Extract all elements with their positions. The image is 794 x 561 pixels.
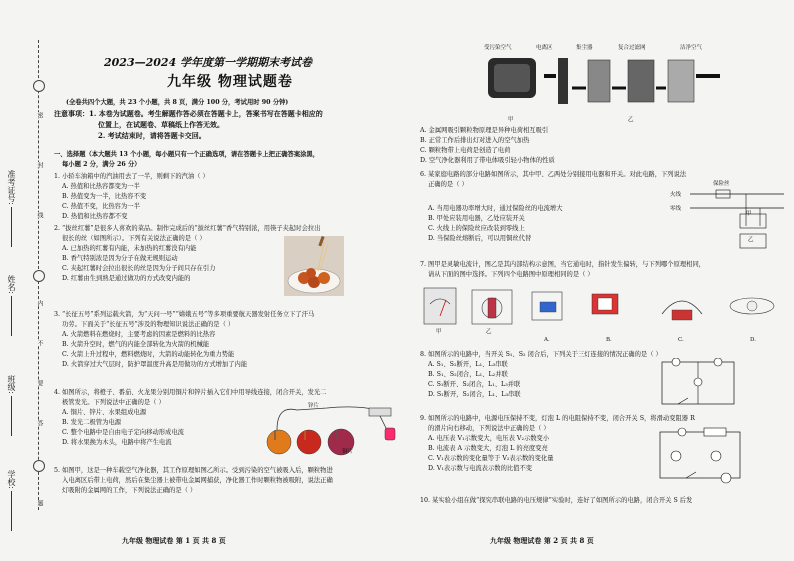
binding-hole <box>33 270 45 282</box>
page-footer: 九年级 物理试卷 第 2 页 共 8 页 <box>490 536 594 545</box>
binding-margin <box>0 0 50 561</box>
q3-option[interactable]: C. 火箭上升过程中，燃料燃烧时，大箭的动能转化为重力势能 <box>62 351 235 358</box>
q6-option[interactable]: A. 当用电器功率增大时，通过保险丝的电流增大 <box>428 205 563 212</box>
binding-hole <box>33 80 45 92</box>
q8-option[interactable]: C. S₁断开、S₂闭合，L₁、L₃并联 <box>428 381 521 388</box>
notice-2: 2. 考试结束时，请将答题卡交回。 <box>98 131 206 140</box>
binding-hole <box>33 460 45 472</box>
q5-stem: 5. 如图甲，这是一种车载空气净化器，其工作原理如图乙所示。受到污染的空气被吸入后，颗粒物进 <box>54 467 333 474</box>
q3-stem-2: 功劳。下面关于“长征五号”涉及的物理知识说法正确的是（ ） <box>62 321 235 328</box>
q1-option[interactable]: A. 热值和比热容都变为一半 <box>62 183 140 190</box>
seal-char: 封 <box>36 162 43 168</box>
subject-title: 九年级 物理试题卷 <box>167 74 293 90</box>
q4-stem: 4. 如图所示，将橙子、番茄、火龙果分别用铜片和锌片插入它们中用导线连接，闭合开关，发光二 <box>54 389 327 396</box>
jia-label: 甲 <box>746 211 752 217</box>
q6-stem-2: 正确的是（ ） <box>428 181 468 188</box>
fig-label: 乙 <box>486 329 492 335</box>
name-field[interactable]: 姓名: <box>6 275 17 336</box>
rheostat-circuit <box>656 426 746 484</box>
q4-option[interactable]: B. 发光二极管为电源 <box>62 419 122 426</box>
q1-stem: 1. 小轿车油箱中的汽油用去了一半，则剩下的汽油（ ） <box>54 173 209 180</box>
exam-meta: (全卷共四个大题，共 23 个小题，共 8 页，满分 100 分，考试用时 90 分钟) <box>66 99 289 106</box>
q4-option[interactable]: C. 整个电路中是自由电子定向移动形成电流 <box>62 429 184 436</box>
fig-label: B. <box>606 337 612 343</box>
fig-label: 集尘器 <box>576 45 593 51</box>
q7-stem-2: 请从下面的图中选择。下列四个电路图中原理相同的是（ ） <box>428 271 594 278</box>
fig-label: 甲 <box>508 117 514 123</box>
q4-stem-2: 极管发光。下列说法中正确的是（ ） <box>62 399 165 406</box>
school-field[interactable]: 学校: <box>6 470 17 531</box>
q6-option[interactable]: C. 火线上的保险丝应改装到零线上 <box>428 225 525 232</box>
q9-stem: 9. 如图所示的电路中，电源电压保持不变，灯泡 L 的电阻保持不变，闭合开关 S，将滑动变阻器 R <box>420 415 695 422</box>
q3-option[interactable]: A. 火箭燃料在燃烧时，主要考虑的因素是燃料的比热容 <box>62 331 216 338</box>
seal-char: 题 <box>36 500 43 506</box>
yi-label: 乙 <box>748 237 754 243</box>
q3-option[interactable]: B. 火箭升空时，燃气的内能全部转化为火箭的机械能 <box>62 341 210 348</box>
class-field[interactable]: 班级: <box>6 375 17 436</box>
fig-label: A. <box>544 337 550 343</box>
q3-stem: 3. “长征五号”系列运载火箭，为“天问一号”“嫦娥五号”等多项重要航天器发射任务立下了汗马 <box>54 311 315 318</box>
q5-stem-3: 灯吸附的金属网的工作，下列说法正确的是（ ） <box>62 487 197 494</box>
copper-label: 铜片 <box>342 449 354 455</box>
fuse-label: 保险丝 <box>713 181 730 187</box>
q5-option[interactable]: C. 颗粒物带上电荷是创造了电荷 <box>420 147 511 154</box>
q8-option[interactable]: B. S₁、S₂闭合，L₁、L₂并联 <box>428 371 508 378</box>
three-lamp-circuit <box>658 358 738 408</box>
term-title: 2023—2024 学年度第一学期期末考试卷 <box>104 56 313 69</box>
q5-option[interactable]: D. 空气净化器利用了带电体吸引轻小物体的性质 <box>420 157 555 164</box>
fig-label: D. <box>750 337 756 343</box>
q7-stem: 7. 图甲是灵敏电流计，图乙是其内部结构示意图，当它通电时，指针发生偏转，与下列哪个原理相同， <box>420 261 706 268</box>
fruit-battery-figure <box>257 400 402 460</box>
neutral-wire-label: 零线 <box>670 206 682 212</box>
seal-char: 线 <box>36 212 43 218</box>
q10-stem: 10. 某实验小组在做“探究串联电路的电压规律”实验时，连好了如图所示的电路，闭合开关 S 后发 <box>420 497 693 504</box>
fig-label: 电离区 <box>536 45 553 51</box>
air-purifier-figure <box>488 48 728 120</box>
q9-option[interactable]: A. 电压表 V₁示数变大，电压表 V₂示数变小 <box>428 435 550 442</box>
q9-option[interactable]: C. V₁表示数的变化量等于 V₂表示数的变化量 <box>428 455 554 462</box>
fig-label: 洁净空气 <box>680 45 703 51</box>
seal-char: 答 <box>36 420 43 426</box>
seal-char: 不 <box>36 340 43 346</box>
section-1-title: 一、选择题（本大题共 13 个小题，每小题只有一个正确选项，请在答题卡上把正确答案涂黑， <box>54 151 320 158</box>
q9-option[interactable]: D. V₁表示数与电流表示数的比值不变 <box>428 465 533 472</box>
q5-option[interactable]: A. 金属网吸引颗粒物原理是异种电荷相互吸引 <box>420 127 549 134</box>
exam-number-field[interactable]: 准考证号: <box>6 170 17 247</box>
q3-option[interactable]: D. 火箭穿过大气层时，防护罩温度升高是用做功的方式增加了内能 <box>62 361 248 368</box>
notice-1: 注意事项：1. 本卷为试题卷。考生解题作答必须在答题卡上，答案书写在答题卡相应的 <box>54 109 323 118</box>
q2-stem-2: 很长的丝（如图所示）。下列有关说法正确的是（ ） <box>62 235 206 242</box>
sweet-potato-photo <box>284 236 344 296</box>
q9-option[interactable]: B. 电流表 A 示数变大，灯泡 L 的亮度变亮 <box>428 445 548 452</box>
q2-option[interactable]: C. 夹起红薯时会拉出很长的丝是因为分子间只存在引力 <box>62 265 216 272</box>
section-1-title-2: 每小题 2 分，满分 26 分） <box>62 161 141 168</box>
zinc-label: 锌片 <box>308 403 320 409</box>
q5-stem-2: 入电离区后带上电荷，然后在集尘器上被带电金属网捕获，净化器工作时颗粒物被吸附，说法正确 <box>62 477 333 484</box>
q2-option[interactable]: D. 红薯由生到熟是通过做功的方式改变内能的 <box>62 275 191 282</box>
q8-option[interactable]: A. S₁、S₂断开，L₁、L₃串联 <box>428 361 508 368</box>
fig-label: 甲 <box>436 329 442 335</box>
q6-stem: 6. 某家庭电路的部分电路如图所示，其中甲、乙两处分别接用电器和开关。对此电路，下列说法 <box>420 171 687 178</box>
fig-label: 乙 <box>628 117 634 123</box>
q1-option[interactable]: B. 热值变为一半，比热容不变 <box>62 193 147 200</box>
fig-label: 受污染空气 <box>484 45 512 51</box>
q4-option[interactable]: A. 铜片、锌片、水果组成电源 <box>62 409 147 416</box>
q4-option[interactable]: D. 将水果换为木头，电路中将产生电流 <box>62 439 172 446</box>
galvanometer-options-figure <box>422 284 786 340</box>
fig-label: 复合过滤网 <box>618 45 646 51</box>
page-footer: 九年级 物理试卷 第 1 页 共 8 页 <box>122 536 226 545</box>
fig-label: C. <box>678 337 684 343</box>
q9-stem-2: 的滑片向右移动，下列说法中正确的是（ ） <box>428 425 550 432</box>
q2-option[interactable]: A. 已加热的红薯有内能，未加热的红薯没有内能 <box>62 245 197 252</box>
q8-option[interactable]: D. S₁断开，S₂闭合，L₁、L₃串联 <box>428 391 521 398</box>
live-wire-label: 火线 <box>670 192 682 198</box>
q5-option[interactable]: B. 正常工作后排出灯对进入的空气加热 <box>420 137 530 144</box>
q6-option[interactable]: B. 甲处应装用电器，乙处应装开关 <box>428 215 525 222</box>
q2-stem: 2. “拔丝红薯”是很多人喜欢的菜品。制作完成后的“拔丝红薯”香气特别浓，用筷子夹起时会拉出 <box>54 225 321 232</box>
seal-char: 要 <box>36 380 43 386</box>
q6-option[interactable]: D. 当保险丝熔断后，可以用铜丝代替 <box>428 235 532 242</box>
left-column <box>52 0 412 561</box>
q1-option[interactable]: D. 热值和比热容都不变 <box>62 213 128 220</box>
seal-char: 密 <box>36 112 43 118</box>
q2-option[interactable]: B. 香气特别浓是因为分子在做无规则运动 <box>62 255 178 262</box>
seal-char: 内 <box>36 300 43 306</box>
q1-option[interactable]: C. 热值不变，比热容为一半 <box>62 203 140 210</box>
right-column <box>418 0 790 561</box>
q8-stem: 8. 如图所示的电路中，当开关 S₁、S₂ 闭合后，下列关于三灯连接的情况正确的是（ ） <box>420 351 662 358</box>
household-circuit-figure <box>680 186 784 254</box>
notice-1b: 位置上，在试题卷、草稿纸上作答无效。 <box>98 120 224 129</box>
